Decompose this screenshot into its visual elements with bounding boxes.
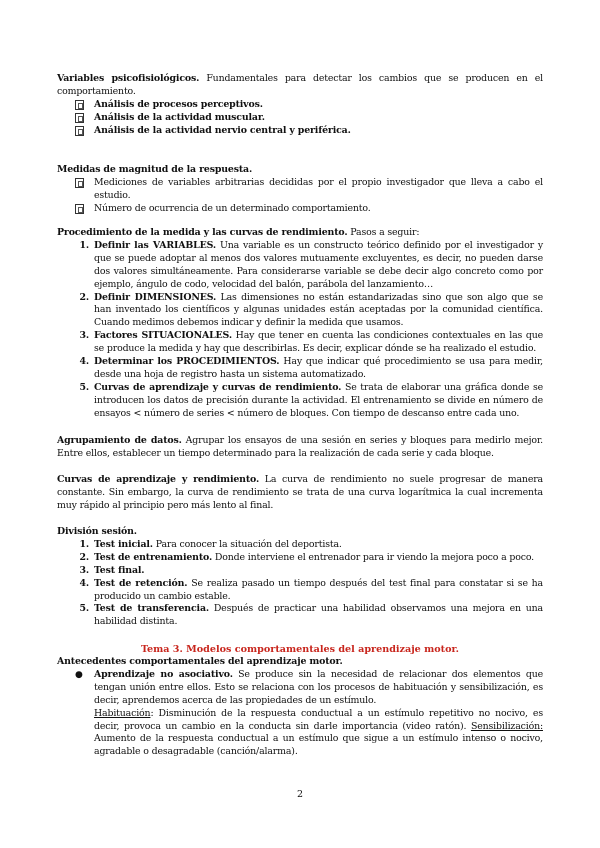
item-text: Se produce sin la necesidad de relacionar dos elementos que tengan unión entre ellos. Esto se relaciona con los procesos de habituación y sensibilización, es decir, aprendemos acerca de las propiedades de un estímulo.: [94, 668, 543, 706]
definition-label-habituacion: Habituación: [94, 707, 151, 719]
numbered-item: [57, 552, 543, 565]
item-bold: Test inicial.: [94, 538, 153, 550]
definition-label-sensibilizacion: Sensibilización:: [470, 720, 543, 732]
section-agrupamiento-datos: [57, 435, 543, 461]
bullet-item: [57, 669, 543, 759]
chapter-title: Tema 3. Modelos comportamentales del aprendizaje motor.: [140, 644, 460, 655]
numbered-item: [57, 292, 543, 331]
definition-text: : Disminución de la respuesta conductual a un estímulo repetitivo no nocivo, es decir, provoca un cambio en la conducta sin darle importancia (video ratón).: [94, 707, 543, 732]
item-text: Donde interviene el entrenador para ir viendo la mejora poco a poco.: [212, 551, 534, 563]
numbered-item: [57, 240, 543, 292]
item-number: 1.: [79, 538, 89, 550]
section-heading: Agrupamiento de datos.: [57, 435, 182, 446]
section-antecedentes: [57, 656, 543, 759]
item-number: 2.: [79, 291, 89, 303]
item-text: Las dimensiones no están estandarizadas sino que son algo que se han inventado los científicos y algunas unidades están aceptadas por la comunidad científica. Cuando medimos debemos indicar y definir la medida que usamos.: [94, 291, 543, 329]
numbered-item: [57, 330, 543, 356]
item-text: Una variable es un constructo teórico definido por el investigador y que se puede adoptar al menos dos valores mutuamente excluyentes, es decir, no pueden darse dos valores simultáneamente. Para considerarse variable se debe decir algo concreto como por ejemplo, ángulo de codo, velocidad del balón, parábola del lanzamiento…: [94, 239, 543, 290]
checkbox-bullet-icon: [75, 178, 84, 188]
bullet-dot-icon: ●: [75, 669, 83, 680]
section-heading: Medidas de magnitud de la respuesta.: [57, 164, 253, 175]
item-number: 1.: [79, 239, 89, 251]
section-procedimiento-medida: [57, 227, 543, 421]
list-item: [57, 125, 543, 138]
numbered-item: [57, 382, 543, 421]
item-bold: Definir DIMENSIONES.: [94, 291, 217, 303]
section-heading: Antecedentes comportamentales del aprendizaje motor.: [57, 656, 343, 667]
item-bold: Test final.: [94, 564, 145, 576]
bullet-definitions: [94, 708, 543, 760]
list-item-text: Análisis de la actividad nervio central y periférica.: [94, 124, 351, 136]
item-text: Se trata de elaborar una gráfica donde se introducen los datos de precisión durante la actividad. El entrenamiento se divide en número de ensayos < número de series < número de bloques. Con tiempo de descanso entre cada uno.: [94, 381, 544, 419]
list-item-text: Análisis de procesos perceptivos.: [94, 98, 263, 110]
numbered-item: [57, 603, 543, 629]
item-number: 3.: [79, 330, 89, 342]
item-number: 5.: [79, 381, 89, 393]
bullet-paragraph: [94, 669, 543, 708]
section-text: Pasos a seguir:: [347, 227, 420, 238]
section-heading: División sesión.: [57, 526, 137, 537]
list-item-text: Mediciones de variables arbitrarias decididas por el propio investigador que lleva a cabo el estudio.: [94, 176, 543, 201]
section-heading: Procedimiento de la medida y las curvas de rendimiento.: [57, 227, 348, 238]
list-item: [57, 112, 543, 125]
list-item: [57, 99, 543, 112]
item-bold: Curvas de aprendizaje y curvas de rendimiento.: [94, 381, 342, 393]
section-paragraph: [57, 73, 543, 99]
list-item-text: Análisis de la actividad muscular.: [94, 111, 265, 123]
item-text: Después de practicar una habilidad observamos una mejora en una habilidad distinta.: [94, 603, 543, 628]
item-text: Hay que indicar qué procedimiento se usa para medir, desde una hoja de registro hasta un sistema automatizado.: [94, 356, 543, 380]
list-item: [57, 203, 543, 216]
item-number: 5.: [79, 603, 89, 615]
definition-text: Aumento de la respuesta conductual a un estímulo que sigue a un estímulo intenso o nocivo, agradable o desagradable (canción/alarma).: [94, 733, 543, 758]
checkbox-bullet-icon: [75, 100, 84, 110]
item-bold: Test de retención.: [94, 577, 188, 589]
page-number: 2: [296, 789, 304, 800]
item-number: 3.: [79, 564, 89, 576]
section-heading: Curvas de aprendizaje y rendimiento.: [57, 474, 260, 485]
item-bold: Factores SITUACIONALES.: [94, 330, 232, 342]
section-text: Fundamentales para detectar los cambios que se producen en el comportamiento.: [57, 73, 544, 97]
numbered-item: [57, 356, 543, 382]
section-heading: Variables psicofisiológicos.: [57, 73, 200, 84]
list-item: [57, 177, 543, 203]
item-bold: Aprendizaje no asociativo.: [94, 668, 233, 680]
item-number: 2.: [79, 551, 89, 563]
numbered-item: [57, 565, 543, 578]
item-text: Hay que tener en cuenta las condiciones contextuales en las que se produce la medida y hay que describirlas. Es decir, explicar dónde se ha realizado el estudio.: [94, 330, 544, 355]
section-text: Agrupar los ensayos de una sesión en series y bloques para medirlo mejor. Entre ellos, establecer un tiempo determinado para la realización de cada serie y cada bloque.: [57, 435, 543, 459]
item-text: Se realiza pasado un tiempo después del test final para constatar si se ha producido un cambio estable.: [94, 577, 543, 602]
section-text: La curva de rendimiento no suele progresar de manera constante. Sin embargo, la curva de rendimiento se trata de una curva logarítmica la cual incrementa muy rápido al principio pero más lento al final.: [57, 474, 543, 511]
section-paragraph: [57, 227, 543, 240]
item-bold: Test de entrenamiento.: [94, 551, 213, 563]
numbered-item: [57, 578, 543, 604]
section-division-sesion: [57, 526, 543, 629]
checkbox-bullet-icon: [75, 113, 84, 123]
list-item-text: Número de ocurrencia de un determinado comportamiento.: [94, 202, 371, 214]
item-text: Para conocer la situación del deportista.: [152, 538, 342, 550]
item-number: 4.: [79, 356, 89, 368]
section-variables-psicofisiologicos: [57, 73, 543, 138]
item-bold: Definir las VARIABLES.: [94, 239, 216, 251]
item-bold: Determinar los PROCEDIMIENTOS.: [94, 356, 280, 368]
item-number: 4.: [79, 577, 89, 589]
section-medidas-magnitud: [57, 164, 543, 216]
numbered-item: [57, 539, 543, 552]
checkbox-bullet-icon: [75, 204, 84, 214]
item-bold: Test de transferencia.: [94, 603, 209, 615]
section-curvas-aprendizaje: [57, 474, 543, 513]
checkbox-bullet-icon: [75, 126, 84, 136]
